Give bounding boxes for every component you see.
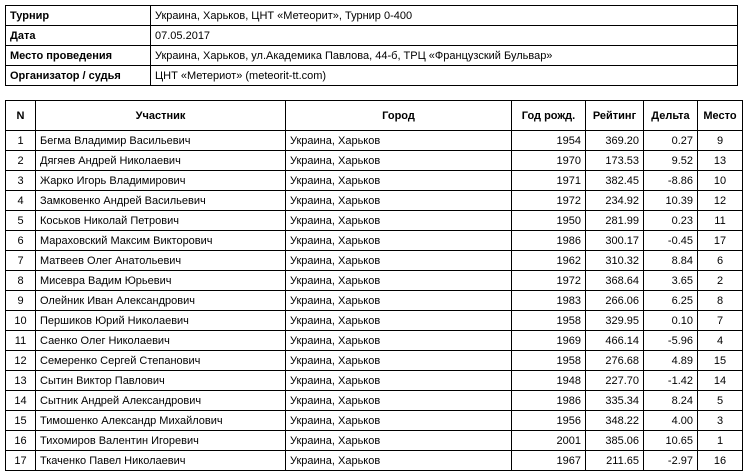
cell-city: Украина, Харьков	[286, 291, 512, 311]
cell-delta: 10.65	[644, 431, 698, 451]
cell-city: Украина, Харьков	[286, 351, 512, 371]
info-label: Место проведения	[6, 46, 151, 66]
header-rating: Рейтинг	[586, 101, 644, 131]
cell-city: Украина, Харьков	[286, 231, 512, 251]
cell-year: 1958	[512, 351, 586, 371]
cell-place: 13	[698, 151, 743, 171]
cell-delta: -2.97	[644, 451, 698, 471]
cell-n: 2	[6, 151, 36, 171]
cell-city: Украина, Харьков	[286, 211, 512, 231]
info-value: Украина, Харьков, ЦНТ «Метеорит», Турнир 0-400	[151, 6, 738, 26]
cell-player: Мисевра Вадим Юрьевич	[36, 271, 286, 291]
cell-rating: 281.99	[586, 211, 644, 231]
cell-player: Бегма Владимир Васильевич	[36, 131, 286, 151]
cell-player: Мараховский Максим Викторович	[36, 231, 286, 251]
cell-player: Тимошенко Александр Михайлович	[36, 411, 286, 431]
cell-delta: -1.42	[644, 371, 698, 391]
cell-city: Украина, Харьков	[286, 431, 512, 451]
table-row	[6, 191, 743, 211]
cell-n: 6	[6, 231, 36, 251]
cell-rating: 266.06	[586, 291, 644, 311]
cell-n: 12	[6, 351, 36, 371]
table-row	[6, 291, 743, 311]
cell-player: Олейник Иван Александрович	[36, 291, 286, 311]
cell-place: 2	[698, 271, 743, 291]
tournament-info-body	[6, 6, 738, 86]
table-row	[6, 451, 743, 471]
info-label: Турнир	[6, 6, 151, 26]
cell-place: 12	[698, 191, 743, 211]
cell-n: 9	[6, 291, 36, 311]
table-row	[6, 171, 743, 191]
cell-city: Украина, Харьков	[286, 331, 512, 351]
cell-city: Украина, Харьков	[286, 191, 512, 211]
header-delta: Дельта	[644, 101, 698, 131]
cell-rating: 227.70	[586, 371, 644, 391]
cell-year: 1948	[512, 371, 586, 391]
info-row	[6, 6, 738, 26]
cell-place: 15	[698, 351, 743, 371]
cell-n: 11	[6, 331, 36, 351]
cell-city: Украина, Харьков	[286, 251, 512, 271]
cell-n: 7	[6, 251, 36, 271]
cell-delta: 0.27	[644, 131, 698, 151]
tournament-info-table	[5, 5, 738, 86]
cell-place: 9	[698, 131, 743, 151]
cell-city: Украина, Харьков	[286, 131, 512, 151]
cell-player: Матвеев Олег Анатольевич	[36, 251, 286, 271]
cell-player: Замковенко Андрей Васильевич	[36, 191, 286, 211]
cell-city: Украина, Харьков	[286, 391, 512, 411]
cell-player: Сытин Виктор Павлович	[36, 371, 286, 391]
cell-player: Дягяев Андрей Николаевич	[36, 151, 286, 171]
table-row	[6, 371, 743, 391]
cell-delta: 4.00	[644, 411, 698, 431]
cell-year: 1956	[512, 411, 586, 431]
cell-n: 3	[6, 171, 36, 191]
cell-year: 1970	[512, 151, 586, 171]
cell-place: 8	[698, 291, 743, 311]
cell-player: Жарко Игорь Владимирович	[36, 171, 286, 191]
cell-rating: 335.34	[586, 391, 644, 411]
header-year: Год рожд.	[512, 101, 586, 131]
cell-city: Украина, Харьков	[286, 311, 512, 331]
cell-player: Першиков Юрий Николаевич	[36, 311, 286, 331]
cell-n: 13	[6, 371, 36, 391]
cell-place: 1	[698, 431, 743, 451]
cell-n: 14	[6, 391, 36, 411]
cell-delta: 6.25	[644, 291, 698, 311]
cell-delta: 0.10	[644, 311, 698, 331]
cell-n: 1	[6, 131, 36, 151]
cell-rating: 329.95	[586, 311, 644, 331]
header-player: Участник	[36, 101, 286, 131]
cell-year: 1967	[512, 451, 586, 471]
cell-n: 10	[6, 311, 36, 331]
cell-city: Украина, Харьков	[286, 151, 512, 171]
info-value: ЦНТ «Метериот» (meteorit-tt.com)	[151, 66, 738, 86]
table-row	[6, 131, 743, 151]
table-row	[6, 231, 743, 251]
cell-year: 1969	[512, 331, 586, 351]
cell-n: 8	[6, 271, 36, 291]
info-row	[6, 46, 738, 66]
table-row	[6, 251, 743, 271]
cell-delta: 10.39	[644, 191, 698, 211]
cell-place: 10	[698, 171, 743, 191]
header-n: N	[6, 101, 36, 131]
cell-player: Саенко Олег Николаевич	[36, 331, 286, 351]
info-label: Дата	[6, 26, 151, 46]
cell-player: Тихомиров Валентин Игоревич	[36, 431, 286, 451]
cell-place: 14	[698, 371, 743, 391]
cell-rating: 173.53	[586, 151, 644, 171]
cell-year: 1972	[512, 191, 586, 211]
cell-rating: 276.68	[586, 351, 644, 371]
cell-city: Украина, Харьков	[286, 171, 512, 191]
table-row	[6, 271, 743, 291]
table-row	[6, 151, 743, 171]
cell-delta: 8.24	[644, 391, 698, 411]
cell-player: Ткаченко Павел Николаевич	[36, 451, 286, 471]
cell-delta: 8.84	[644, 251, 698, 271]
cell-rating: 369.20	[586, 131, 644, 151]
table-row	[6, 411, 743, 431]
cell-year: 1986	[512, 391, 586, 411]
results-header-row	[6, 101, 743, 131]
cell-year: 1954	[512, 131, 586, 151]
cell-n: 5	[6, 211, 36, 231]
cell-year: 1950	[512, 211, 586, 231]
cell-place: 3	[698, 411, 743, 431]
info-row	[6, 66, 738, 86]
cell-rating: 300.17	[586, 231, 644, 251]
cell-year: 1983	[512, 291, 586, 311]
info-row	[6, 26, 738, 46]
header-place: Место	[698, 101, 743, 131]
cell-rating: 368.64	[586, 271, 644, 291]
info-value: 07.05.2017	[151, 26, 738, 46]
cell-city: Украина, Харьков	[286, 371, 512, 391]
cell-year: 1986	[512, 231, 586, 251]
cell-n: 4	[6, 191, 36, 211]
table-row	[6, 351, 743, 371]
cell-year: 1971	[512, 171, 586, 191]
cell-delta: -0.45	[644, 231, 698, 251]
cell-rating: 385.06	[586, 431, 644, 451]
table-row	[6, 311, 743, 331]
cell-delta: 9.52	[644, 151, 698, 171]
cell-place: 16	[698, 451, 743, 471]
cell-city: Украина, Харьков	[286, 271, 512, 291]
cell-year: 1972	[512, 271, 586, 291]
cell-rating: 466.14	[586, 331, 644, 351]
cell-delta: 4.89	[644, 351, 698, 371]
cell-city: Украина, Харьков	[286, 451, 512, 471]
cell-player: Семеренко Сергей Степанович	[36, 351, 286, 371]
cell-year: 1958	[512, 311, 586, 331]
cell-place: 6	[698, 251, 743, 271]
cell-year: 1962	[512, 251, 586, 271]
table-row	[6, 331, 743, 351]
results-body	[6, 131, 743, 471]
cell-rating: 310.32	[586, 251, 644, 271]
cell-rating: 211.65	[586, 451, 644, 471]
cell-n: 17	[6, 451, 36, 471]
cell-place: 11	[698, 211, 743, 231]
cell-rating: 348.22	[586, 411, 644, 431]
cell-rating: 382.45	[586, 171, 644, 191]
cell-n: 16	[6, 431, 36, 451]
cell-delta: -8.86	[644, 171, 698, 191]
table-row	[6, 211, 743, 231]
info-value: Украина, Харьков, ул.Академика Павлова, 44-б, ТРЦ «Французский Бульвар»	[151, 46, 738, 66]
info-label: Организатор / судья	[6, 66, 151, 86]
cell-city: Украина, Харьков	[286, 411, 512, 431]
table-row	[6, 391, 743, 411]
cell-delta: -5.96	[644, 331, 698, 351]
header-city: Город	[286, 101, 512, 131]
cell-player: Сытник Андрей Александрович	[36, 391, 286, 411]
cell-delta: 0.23	[644, 211, 698, 231]
table-row	[6, 431, 743, 451]
cell-place: 5	[698, 391, 743, 411]
cell-place: 4	[698, 331, 743, 351]
cell-year: 2001	[512, 431, 586, 451]
results-table	[5, 100, 743, 471]
cell-place: 7	[698, 311, 743, 331]
cell-place: 17	[698, 231, 743, 251]
cell-player: Коськов Николай Петрович	[36, 211, 286, 231]
cell-rating: 234.92	[586, 191, 644, 211]
cell-n: 15	[6, 411, 36, 431]
cell-delta: 3.65	[644, 271, 698, 291]
